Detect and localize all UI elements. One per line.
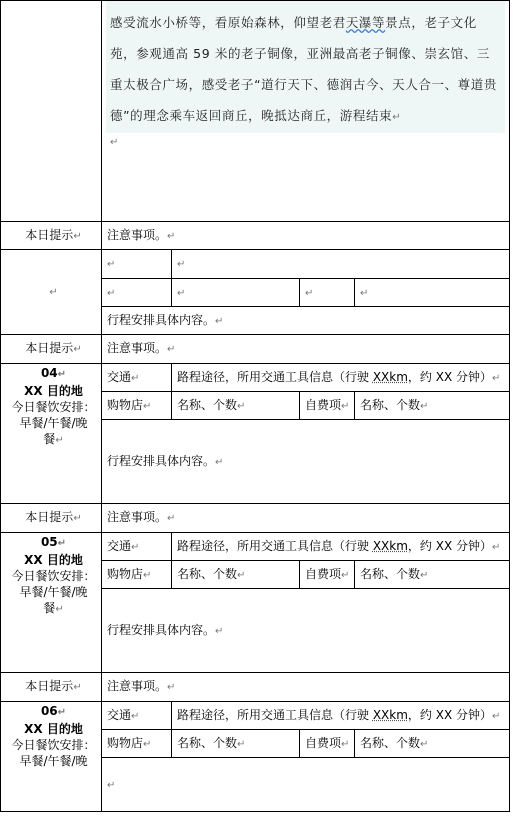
traffic-label: [102, 702, 172, 730]
text-span: 交通: [107, 538, 132, 553]
schedule-content: [102, 307, 510, 335]
meal-options: 早餐/午餐/晚: [19, 754, 88, 768]
tips-label: [1, 673, 102, 702]
text-span: 购物店: [107, 397, 144, 412]
text-span: 05: [40, 535, 58, 549]
paragraph-mark: ↵: [215, 456, 224, 468]
paragraph-mark: ↵: [73, 230, 82, 242]
paragraph-mark: ↵: [110, 137, 119, 148]
empty-cell: [300, 279, 355, 307]
traffic-label: [102, 364, 172, 392]
text-span: ，约 XX 分钟）: [407, 707, 492, 722]
text-span: 本日提示: [25, 341, 74, 355]
schedule-content: [102, 420, 510, 504]
text-span: 名称、个数: [177, 735, 238, 750]
paragraph-mark: ↵: [237, 400, 246, 412]
text-span: 名称、个数: [177, 566, 238, 581]
traffic-detail: [172, 702, 510, 730]
meal-end: [6, 431, 101, 449]
text-span: 06: [40, 704, 58, 718]
paragraph-mark: ↵: [143, 738, 152, 750]
tips-content: [102, 504, 510, 533]
paragraph-mark: ↵: [492, 541, 501, 553]
day-04-label: [1, 364, 102, 504]
text-span: 本日提示: [25, 227, 74, 242]
paragraph-mark: ↵: [420, 738, 429, 750]
paragraph-mark: ↵: [57, 707, 67, 718]
text-span: 行程安排具体内容。: [107, 312, 216, 327]
intro-cell: [102, 1, 510, 222]
paragraph-mark: ↵: [305, 287, 314, 299]
day-06-label: [1, 702, 102, 812]
paragraph-mark: ↵: [73, 344, 82, 355]
intro-paragraph: [106, 1, 505, 133]
text-span: 行程安排具体内容。: [107, 453, 216, 468]
paragraph-mark: ↵: [131, 710, 140, 722]
text-span: XXkm: [372, 707, 408, 722]
meal-options: 早餐/午餐/晚: [19, 585, 88, 599]
paragraph-mark: ↵: [167, 682, 176, 693]
own-expense-name-count: [355, 730, 510, 758]
paragraph-mark: ↵: [55, 604, 64, 615]
text-span: 路程途径，所用交通工具信息（行驶: [177, 707, 373, 722]
own-expense-label: [300, 561, 355, 589]
paragraph-mark: ↵: [341, 738, 350, 750]
text-span: 行程安排具体内容。: [107, 622, 216, 637]
empty-cell: [172, 279, 300, 307]
text-span: 购物店: [107, 735, 144, 750]
intro-label-cell: [1, 1, 102, 222]
text-span: XXkm: [372, 369, 408, 384]
paragraph-mark: ↵: [360, 287, 369, 299]
tips-label: [1, 222, 102, 250]
meal-title: 今日餐饮安排：: [11, 569, 96, 583]
text-span: 路程途径，所用交通工具信息（行驶: [177, 369, 373, 384]
paragraph-mark: ↵: [392, 112, 402, 123]
day-destination: XX 目的地: [24, 722, 83, 736]
own-expense-label: [300, 392, 355, 420]
text-span: 购物店: [107, 566, 144, 581]
paragraph-mark: ↵: [177, 259, 186, 270]
text-span: 名称、个数: [177, 397, 238, 412]
text-span: 注意事项。: [107, 341, 168, 355]
empty-day-label: [1, 250, 102, 335]
meal-title: 今日餐饮安排：: [11, 738, 96, 752]
traffic-label: [102, 533, 172, 561]
tips-label: [1, 504, 102, 533]
own-expense-label: [300, 730, 355, 758]
own-expense-name-count: [355, 561, 510, 589]
meal-title: 今日餐饮安排：: [11, 400, 96, 414]
paragraph-mark: ↵: [49, 287, 58, 298]
text-span: 名称、个数: [360, 397, 421, 412]
paragraph-mark: ↵: [131, 372, 140, 384]
text-span: 感受流水小桥等，看原始森林，仰望老君: [110, 15, 346, 30]
day-number: [6, 533, 101, 552]
paragraph-mark: ↵: [341, 569, 350, 581]
day-number: [6, 702, 101, 721]
paragraph-mark: ↵: [492, 710, 501, 722]
text-span: 注意事项。: [107, 510, 168, 524]
text-span: 餐: [43, 432, 56, 446]
meal-options: 早餐/午餐/晚: [19, 416, 88, 430]
day-destination: XX 目的地: [24, 553, 83, 567]
paragraph-mark: ↵: [167, 230, 176, 242]
text-span: 自费项: [305, 735, 342, 750]
shopping-label: [102, 730, 172, 758]
text-span: 本日提示: [25, 679, 74, 693]
text-span: 04: [40, 366, 58, 380]
text-span: 路程途径，所用交通工具信息（行驶: [177, 538, 373, 553]
paragraph-mark: ↵: [237, 738, 246, 750]
paragraph-mark: ↵: [107, 287, 116, 299]
paragraph-mark: ↵: [73, 682, 82, 693]
paragraph-mark: ↵: [420, 569, 429, 581]
empty-cell: [102, 279, 172, 307]
paragraph-mark: ↵: [107, 779, 116, 791]
meal-end: [6, 600, 101, 618]
text-span: 天瀑等: [345, 15, 386, 30]
text-span: 本日提示: [25, 510, 74, 524]
paragraph-mark: ↵: [167, 513, 176, 524]
traffic-detail: [172, 364, 510, 392]
shopping-name-count: [172, 392, 300, 420]
paragraph-mark: ↵: [420, 400, 429, 412]
paragraph-mark: ↵: [177, 287, 186, 299]
tips-content: [102, 222, 510, 250]
paragraph-mark: ↵: [57, 369, 67, 380]
schedule-content: [102, 758, 510, 812]
text-span: 餐: [43, 601, 56, 615]
day-destination: XX 目的地: [24, 384, 83, 398]
paragraph-mark: ↵: [73, 513, 82, 524]
paragraph-mark: ↵: [131, 541, 140, 553]
text-span: 交通: [107, 707, 132, 722]
own-expense-name-count: [355, 392, 510, 420]
tips-content: [102, 673, 510, 702]
shopping-name-count: [172, 730, 300, 758]
text-span: 自费项: [305, 566, 342, 581]
tips-content: [102, 335, 510, 364]
paragraph-mark: ↵: [215, 625, 224, 637]
day-05-label: [1, 533, 102, 673]
paragraph-mark: ↵: [237, 569, 246, 581]
text-span: 名称、个数: [360, 735, 421, 750]
paragraph-mark: ↵: [492, 372, 501, 384]
shopping-label: [102, 561, 172, 589]
day-number: [6, 364, 101, 383]
paragraph-mark: ↵: [107, 259, 116, 270]
empty-cell: [355, 279, 510, 307]
paragraph-mark: ↵: [55, 435, 64, 446]
paragraph-mark: ↵: [143, 569, 152, 581]
shopping-name-count: [172, 561, 300, 589]
paragraph-mark: ↵: [215, 315, 224, 327]
text-span: 自费项: [305, 397, 342, 412]
text-span: 名称、个数: [360, 566, 421, 581]
schedule-content: [102, 589, 510, 673]
text-span: 交通: [107, 369, 132, 384]
shopping-label: [102, 392, 172, 420]
text-span: ，约 XX 分钟）: [407, 369, 492, 384]
paragraph-mark: ↵: [167, 344, 176, 355]
text-span: XXkm: [372, 538, 408, 553]
text-span: 景点，老子文化苑，参观通高 59 米的老子铜像，亚洲最高老子铜像、崇玄馆、三重太极合广场，感受老子“道行天下、德润古今、天人合一、尊道贵德”的理念乘车返回商丘，晚抵达商丘，游程结束: [110, 15, 497, 123]
text-span: 注意事项。: [107, 679, 168, 693]
tips-label: [1, 335, 102, 364]
text-span: 注意事项。: [107, 227, 168, 242]
empty-cell: [172, 250, 510, 279]
paragraph-mark: ↵: [57, 538, 67, 549]
empty-cell: [102, 250, 172, 279]
paragraph-mark: ↵: [341, 400, 350, 412]
paragraph-mark: ↵: [143, 400, 152, 412]
traffic-detail: [172, 533, 510, 561]
text-span: ，约 XX 分钟）: [407, 538, 492, 553]
